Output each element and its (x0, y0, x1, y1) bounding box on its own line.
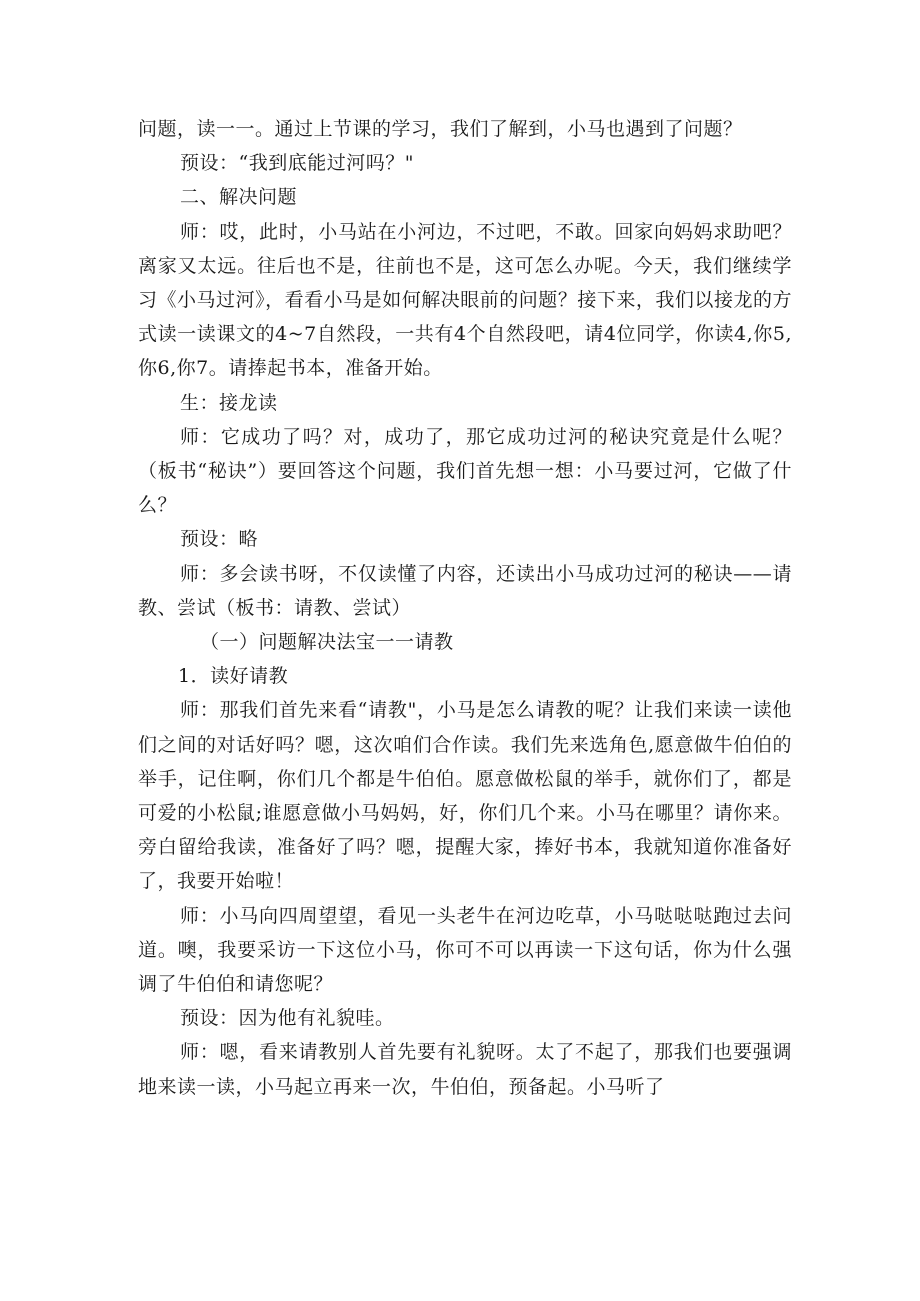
document-body (138, 112, 792, 1104)
paragraph-preset-2: 预设：略 (180, 528, 259, 551)
section-heading-solve-problem: 二、解决问题 (180, 186, 298, 209)
paragraph-teacher-3: 师：多会读书呀，不仅读懂了内容，还读出小马成功过河的秘诀——请教、尝试（板书：请教、尝试） (138, 562, 792, 619)
paragraph-teacher-2: 师：它成功了吗？对，成功了，那它成功过河的秘诀究竟是什么呢？（板书“秘诀”）要回答这个问题，我们首先想一想：小马要过河，它做了什么？ (138, 425, 792, 517)
paragraph-teacher-1: 师：哎，此时，小马站在小河边，不过吧，不敢。回家向妈妈求助吧？离家又太远。往后也不是，往前也不是，这可怎么办呢。今天，我们继续学习《小马过河》，看看小马是如何解决眼前的问题？接下来，我们以接龙的方式读一读课文的4~7自然段，一共有4个自然段吧，请4位同学，你读4,你5,你6,你7。请捧起书本，准备开始。 (138, 220, 792, 380)
paragraph-preset-3: 预设：因为他有礼貌哇。 (180, 1007, 395, 1030)
paragraph-teacher-5: 师：小马向四周望望，看见一头老牛在河边吃草，小马哒哒哒跑过去问道。噢，我要采访一下这位小马，你可不可以再读一下这句话，你为什么强调了牛伯伯和请您呢？ (138, 904, 792, 996)
paragraph-teacher-4: 师：那我们首先来看“请教"，小马是怎么请教的呢？让我们来读一读他们之间的对话好吗？嗯，这次咱们合作读。我们先来选角色,愿意做牛伯伯的举手，记住啊，你们几个都是牛伯伯。愿意做松鼠的举手，就你们了，都是可爱的小松鼠;谁愿意做小马妈妈，好，你们几个来。小马在哪里？请你来。旁白留给我读，准备好了吗？嗯，提醒大家，捧好书本，我就知道你准备好了，我要开始啦！ (138, 699, 792, 893)
list-item-read-consult: 1．读好请教 (178, 665, 289, 688)
paragraph-teacher-6: 师：嗯，看来请教别人首先要有礼貌呀。太了不起了，那我们也要强调地来读一读，小马起立再来一次，牛伯伯，预备起。小马听了 (138, 1041, 792, 1098)
paragraph-question-intro: 问题，读一一。通过上节课的学习，我们了解到，小马也遇到了问题？ (138, 118, 743, 140)
subsection-heading-consult: （一）问题解决法宝一一请教 (200, 631, 454, 654)
paragraph-student-1: 生：接龙读 (180, 391, 278, 414)
paragraph-preset-1: 预设：“我到底能过河吗？" (180, 152, 414, 175)
